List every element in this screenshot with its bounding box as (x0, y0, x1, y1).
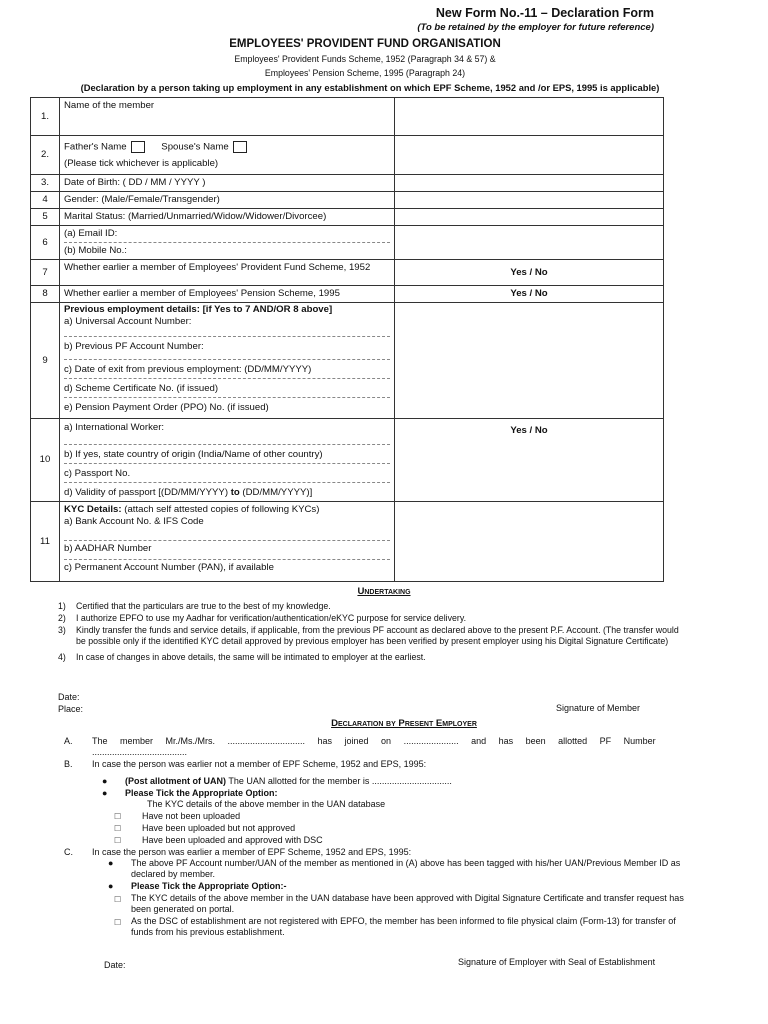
employer-declaration-title: Declaration by Present Employer (331, 718, 477, 729)
bullet-icon: ● (108, 858, 114, 868)
passport-validity-label: d) Validity of passport [(DD/MM/YYYY) to (DD/MM/YYYY)] (64, 487, 313, 498)
row-father-spouse (31, 136, 664, 175)
row-number: 11 (31, 502, 60, 582)
passport-label: c) Passport No. (64, 466, 390, 483)
gender-label: Gender: (Male/Female/Transgender) (60, 192, 395, 209)
b-option-3[interactable]: ☐ Have been uploaded and approved with DSC (114, 835, 323, 845)
eps-member-yes-no[interactable]: Yes / No (395, 286, 664, 303)
member-name-field[interactable] (395, 98, 664, 136)
eps-member-label: Whether earlier a member of Employees' Pension Scheme, 1995 (60, 286, 395, 303)
row-number: 6 (31, 226, 60, 260)
row-number: 8 (31, 286, 60, 303)
section-label: B. (64, 759, 73, 769)
scheme-line-2: Employees' Pension Scheme, 1995 (Paragraph 24) (264, 68, 466, 78)
checkbox-icon[interactable]: ☐ (114, 812, 122, 821)
uan-label: a) Universal Account Number: (64, 316, 390, 337)
list-item: 2) I authorize EPFO to use my Aadhar for verification/authentication/eKYC purpose for service delivery. (58, 612, 467, 623)
pan-label: c) Permanent Account Number (PAN), if available (64, 562, 274, 573)
declaration-note: (Declaration by a person taking up employment in any establishment on which EPF Scheme, 1952 and /or EPS, 1995 is applicable) (80, 82, 660, 93)
row-member-name (31, 98, 664, 136)
undertaking-list (58, 601, 688, 664)
father-spouse-field[interactable] (395, 136, 664, 175)
row-number: 7 (31, 260, 60, 286)
bullet-icon: ● (102, 788, 108, 798)
section-c-text: In case the person was earlier a member of EPF Scheme, 1952 and EPS, 1995: (92, 847, 412, 857)
b-tick-heading: ● Please Tick the Appropriate Option: (102, 788, 278, 798)
section-a-dots: ...................................... (92, 747, 188, 757)
list-item: 1) Certified that the particulars are true to the best of my knowledge. (58, 601, 331, 611)
checkbox-icon[interactable] (131, 141, 145, 153)
previous-pf-label: b) Previous PF Account Number: (64, 339, 390, 360)
international-worker-label: a) International Worker: (64, 422, 390, 445)
exit-date-label: c) Date of exit from previous employment: (DD/MM/YYYY) (64, 362, 390, 379)
dob-label: Date of Birth: ( DD / MM / YYYY ) (60, 175, 395, 192)
list-item: 4) In case of changes in above details, the same will be intimated to employer at the earliest. (58, 652, 426, 663)
previous-employment-heading: Previous employment details: [if Yes to 7 AND/OR 8 above] (64, 304, 333, 315)
spouse-name-label: Spouse's Name (161, 141, 229, 153)
uan-allotment-line: ● (Post allotment of UAN) The UAN allotted for the member is ................................ (102, 776, 452, 786)
row-number: 4 (31, 192, 60, 209)
row-dob (31, 175, 664, 192)
row-epf-member (31, 260, 664, 286)
undertaking-title: Undertaking (357, 586, 411, 597)
form-number: New Form No.-11 – Declaration Form (435, 6, 654, 20)
checkbox-icon[interactable]: ☐ (114, 918, 122, 927)
dob-field[interactable] (395, 175, 664, 192)
section-label: C. (64, 847, 73, 857)
row-gender (31, 192, 664, 209)
mobile-label: (b) Mobile No.: (64, 245, 127, 256)
row-number: 9 (31, 303, 60, 419)
section-b-text: In case the person was earlier not a member of EPF Scheme, 1952 and EPS, 1995: (92, 759, 427, 769)
b-option-1[interactable]: ☐ Have not been uploaded (114, 811, 241, 821)
aadhar-label: b) AADHAR Number (64, 543, 390, 560)
member-details-table (30, 97, 664, 582)
c-tagged-line: ● The above PF Account number/UAN of the member as mentioned in (A) above has been tagged with his/her UAN/Previous Member ID as declared by member. (108, 858, 681, 880)
bullet-icon: ● (108, 881, 114, 891)
epf-member-label: Whether earlier a member of Employees' Provident Fund Scheme, 1952 (60, 260, 395, 286)
employer-date-label: Date: (104, 960, 126, 970)
email-label: (a) Email ID: (64, 228, 390, 243)
previous-employment-field[interactable] (395, 303, 664, 419)
ppo-label: e) Pension Payment Order (PPO) No. (if issued) (64, 402, 269, 413)
b-kyc-line: The KYC details of the above member in the UAN database (147, 799, 386, 809)
row-number: 2. (31, 136, 60, 175)
member-date-label: Date: (58, 692, 80, 702)
list-item: 3) Kindly transfer the funds and service details, if applicable, from the previous PF account as declared above to the present P.F. Account. (The transfer would be possible only if the identified KYC detail approved by previous employer has been verified by present employer using his Digital Signature Certificate) (58, 624, 679, 647)
row-number: 1. (31, 98, 60, 136)
section-a-text: The member Mr./Ms./Mrs. ............................... has joined on ...................... and has been allotted PF Number (92, 736, 656, 746)
row-marital-status (31, 209, 664, 226)
row-kyc (31, 502, 664, 582)
international-worker-yes-no[interactable]: Yes / No (395, 419, 664, 502)
tick-note: (Please tick whichever is applicable) (64, 157, 219, 169)
employer-signature-label: Signature of Employer with Seal of Establishment (458, 957, 656, 967)
scheme-certificate-label: d) Scheme Certificate No. (if issued) (64, 381, 390, 398)
row-contact (31, 226, 664, 260)
member-place-label: Place: (58, 704, 84, 714)
bank-account-label: a) Bank Account No. & IFS Code (64, 516, 390, 541)
country-origin-label: b) If yes, state country of origin (India/Name of other country) (64, 447, 390, 464)
row-previous-employment (31, 303, 664, 419)
scheme-line-1: Employees' Provident Funds Scheme, 1952 (Paragraph 34 & 57) & (234, 54, 496, 64)
c-option-1[interactable]: ☐ The KYC details of the above member in the UAN database have been approved with Digital Signature Certificate and transfer request has been generated on portal. (114, 893, 684, 915)
kyc-field[interactable] (395, 502, 664, 582)
c-tick-heading: ● Please Tick the Appropriate Option:- (108, 881, 287, 891)
epf-member-yes-no[interactable]: Yes / No (395, 260, 664, 286)
b-option-2[interactable]: ☐ Have been uploaded but not approved (114, 823, 296, 833)
c-option-2[interactable]: ☐ As the DSC of establishment are not registered with EPFO, the member has been informed to file physical claim (Form-13) for transfer of funds from his previous establishment. (114, 916, 676, 938)
row-international-worker (31, 419, 664, 502)
checkbox-icon[interactable] (233, 141, 247, 153)
gender-field[interactable] (395, 192, 664, 209)
row-number: 3. (31, 175, 60, 192)
section-label: A. (64, 736, 73, 746)
bullet-icon: ● (102, 776, 108, 786)
checkbox-icon[interactable]: ☐ (114, 895, 122, 904)
organisation-title: EMPLOYEES' PROVIDENT FUND ORGANISATION (229, 38, 501, 50)
marital-status-field[interactable] (395, 209, 664, 226)
father-name-label: Father's Name (64, 141, 127, 153)
kyc-heading: KYC Details: (attach self attested copies of following KYCs) (64, 504, 320, 515)
checkbox-icon[interactable]: ☐ (114, 836, 122, 845)
retain-note: (To be retained by the employer for future reference) (417, 22, 654, 33)
row-number: 5 (31, 209, 60, 226)
marital-status-label: Marital Status: (Married/Unmarried/Widow/Widower/Divorcee) (60, 209, 395, 226)
checkbox-icon[interactable]: ☐ (114, 824, 122, 833)
row-eps-member (31, 286, 664, 303)
member-name-label: Name of the member (60, 98, 395, 136)
contact-field[interactable] (395, 226, 664, 260)
row-number: 10 (31, 419, 60, 502)
member-signature-label: Signature of Member (556, 703, 641, 713)
